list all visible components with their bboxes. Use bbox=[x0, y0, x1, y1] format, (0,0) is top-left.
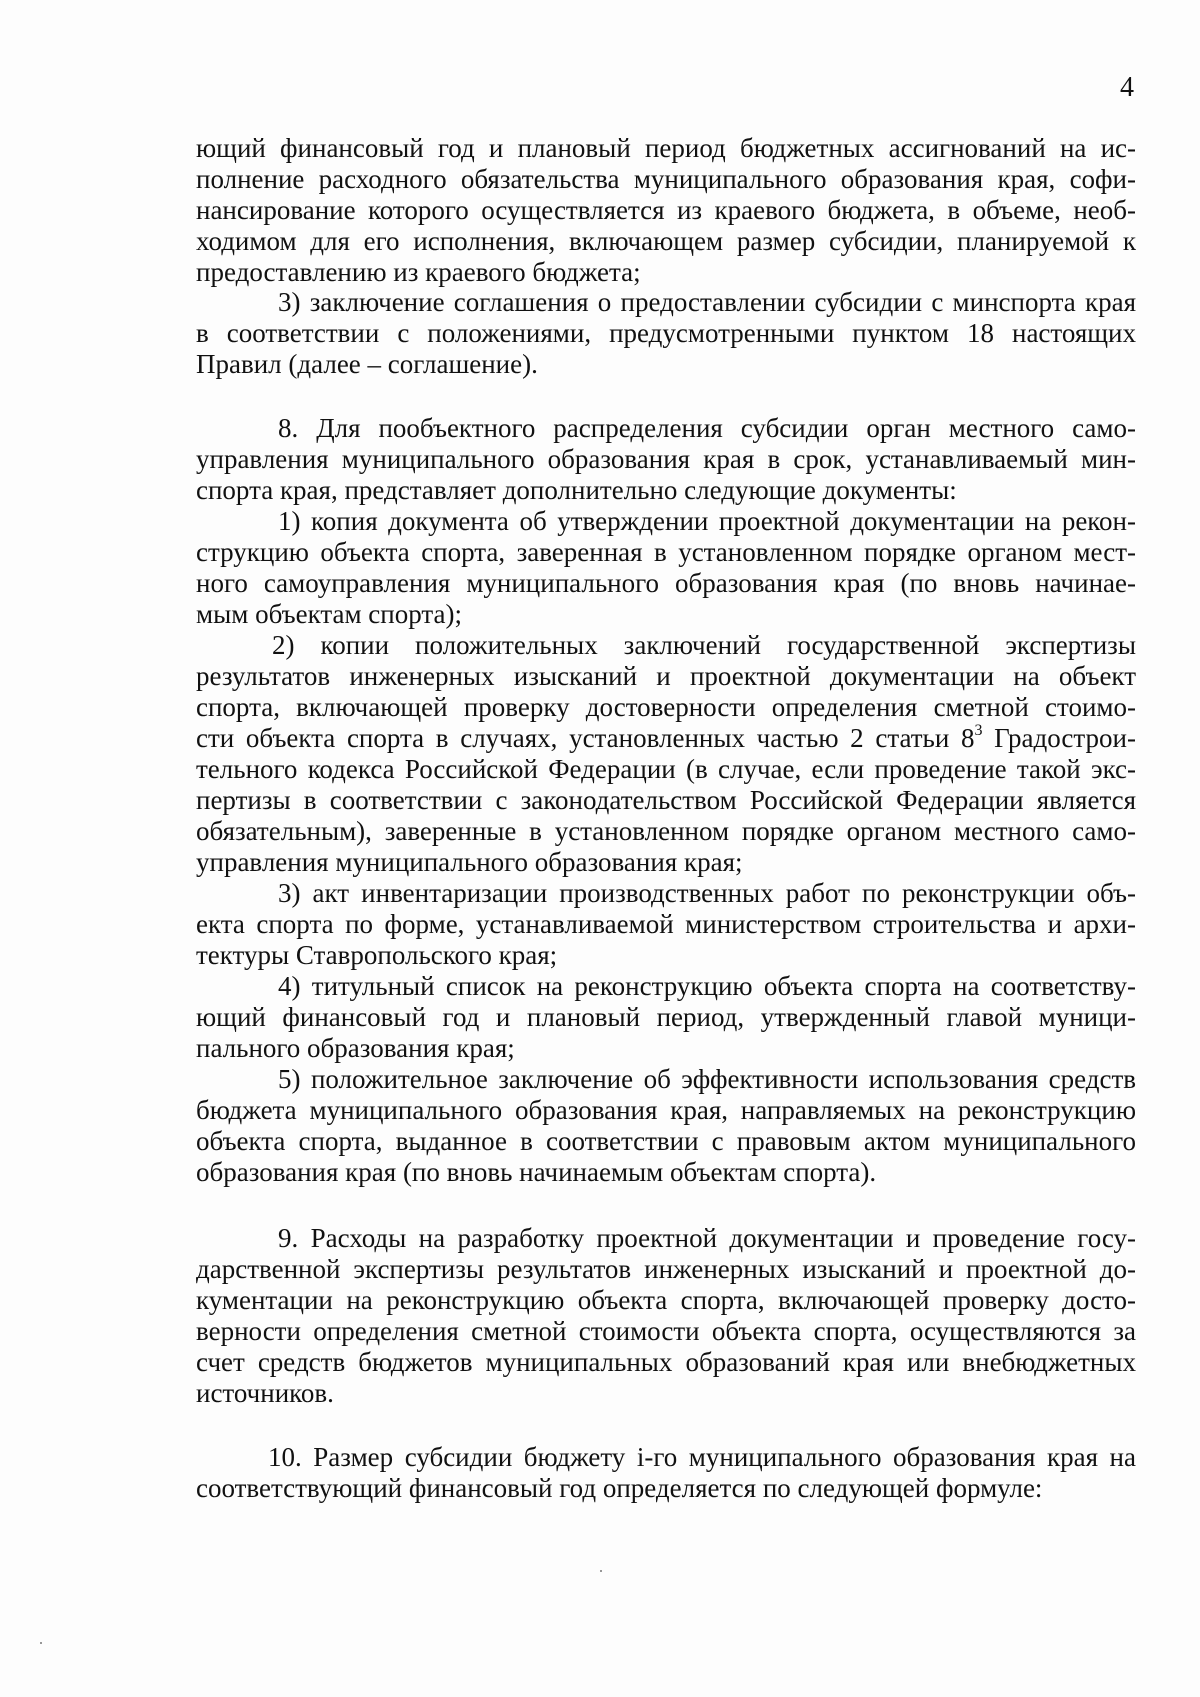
text-line: тектуры Ставропольского края; bbox=[196, 940, 558, 970]
page-number: 4 bbox=[1120, 72, 1134, 103]
text-line: ющий финансовый год и плановый период бюджетных ассигнований на ис- bbox=[196, 133, 1136, 163]
text-line: образования края (по вновь начинаемым объектам спорта). bbox=[196, 1157, 877, 1187]
text-line: полнение расходного обязательства муниципального образования края, софи- bbox=[196, 164, 1136, 194]
text-line: результатов инженерных изысканий и проектной документации на объект bbox=[196, 661, 1136, 691]
text-line: обязательным), заверенные в установленном порядке органом местного само- bbox=[196, 816, 1136, 846]
text-line: соответствующий финансовый год определяется по следующей формуле: bbox=[196, 1473, 1043, 1503]
text-line: нансирование которого осуществляется из краевого бюджета, в объеме, необ- bbox=[196, 195, 1136, 225]
text-line: управления муниципального образования края; bbox=[196, 847, 743, 877]
text-line: спорта края, представляет дополнительно следующие документы: bbox=[196, 475, 957, 505]
text-line: верности определения сметной стоимости объекта спорта, осуществляются за bbox=[196, 1316, 1136, 1346]
text-line: струкцию объекта спорта, заверенная в установленном порядке органом мест- bbox=[196, 537, 1136, 567]
text-line: тельного кодекса Российской Федерации (в случае, если проведение такой экс- bbox=[196, 754, 1136, 784]
text-line: 2) копии положительных заключений государственной экспертизы bbox=[272, 630, 1136, 660]
text-line: 4) титульный список на реконструкцию объекта спорта на соответству- bbox=[278, 971, 1136, 1001]
scan-speck bbox=[40, 1642, 42, 1644]
text-line: объекта спорта, выданное в соответствии с правовым актом муниципального bbox=[196, 1126, 1136, 1156]
text-line: ходимом для его исполнения, включающем размер субсидии, планируемой к bbox=[196, 226, 1136, 256]
text-line: 1) копия документа об утверждении проектной документации на рекон- bbox=[278, 506, 1136, 536]
paragraph-10-line: 10. Размер субсидии бюджету i-го муниципального образования края на bbox=[268, 1442, 1136, 1472]
paragraph-9-line: 9. Расходы на разработку проектной документации и проведение госу- bbox=[278, 1223, 1136, 1253]
text-segment: Градострои- bbox=[982, 723, 1136, 753]
text-line: 5) положительное заключение об эффективности использования средств bbox=[278, 1064, 1136, 1094]
text-line: счет средств бюджетов муниципальных образований края или внебюджетных bbox=[196, 1347, 1136, 1377]
text-line: спорта, включающей проверку достоверности определения сметной стоимо- bbox=[196, 692, 1136, 722]
superscript: 3 bbox=[974, 722, 983, 739]
paragraph-8-line: 8. Для пообъектного распределения субсидии орган местного само- bbox=[278, 413, 1136, 443]
text-line: в соответствии с положениями, предусмотренными пунктом 18 настоящих bbox=[196, 318, 1136, 348]
text-line: управления муниципального образования края в срок, устанавливаемый мин- bbox=[196, 444, 1136, 474]
text-line: 3) акт инвентаризации производственных работ по реконструкции объ- bbox=[278, 878, 1136, 908]
text-line: пертизы в соответствии с законодательством Российской Федерации является bbox=[196, 785, 1136, 815]
text-line: ющий финансовый год и плановый период, утвержденный главой муници- bbox=[196, 1002, 1136, 1032]
text-line: пального образования края; bbox=[196, 1033, 515, 1063]
text-line-with-superscript bbox=[196, 722, 1136, 754]
text-line: мым объектам спорта); bbox=[196, 599, 462, 629]
text-line: ного самоуправления муниципального образования края (по вновь начинае- bbox=[196, 568, 1136, 598]
text-line: екта спорта по форме, устанавливаемой министерством строительства и архи- bbox=[196, 909, 1136, 939]
scan-speck bbox=[600, 1570, 602, 1572]
text-line: дарственной экспертизы результатов инженерных изысканий и проектной до- bbox=[196, 1254, 1136, 1284]
text-line: кументации на реконструкцию объекта спорта, включающей проверку досто- bbox=[196, 1285, 1136, 1315]
text-line: источников. bbox=[196, 1378, 334, 1408]
text-segment: сти объекта спорта в случаях, установленных частью 2 статьи 8 bbox=[196, 723, 975, 753]
text-line: 3) заключение соглашения о предоставлении субсидии с минспорта края bbox=[278, 287, 1136, 317]
text-line: Правил (далее – соглашение). bbox=[196, 349, 538, 379]
text-line: предоставлению из краевого бюджета; bbox=[196, 257, 641, 287]
text-line: бюджета муниципального образования края, направляемых на реконструкцию bbox=[196, 1095, 1136, 1125]
